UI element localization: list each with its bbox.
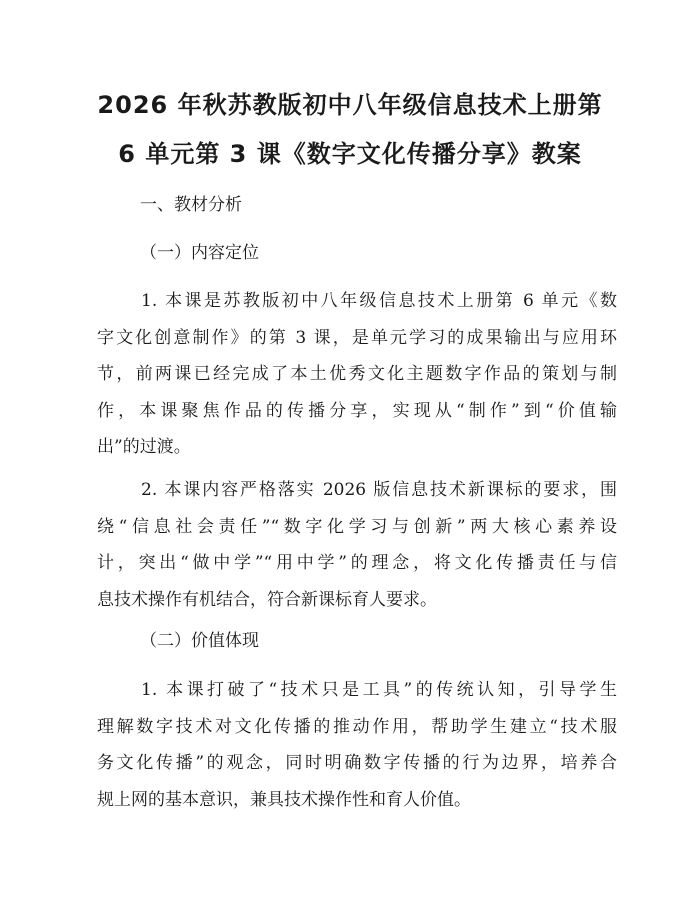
paragraph-line: 计，突出“做中学”“用中学”的理念，将文化传播责任与信 bbox=[97, 553, 617, 573]
paragraph-line: 字文化创意制作》的第 3 课，是单元学习的成果输出与应用环 bbox=[97, 327, 617, 348]
section-heading-textbook-analysis: 一、教材分析 bbox=[140, 195, 242, 215]
document-title-line-2: 6 单元第 3 课《数字文化传播分享》教案 bbox=[118, 140, 582, 168]
paragraph-line: 息技术操作有机结合，符合新课标育人要求。 bbox=[97, 589, 437, 610]
paragraph-value-1 bbox=[97, 672, 617, 818]
paragraph-line: 务文化传播”的观念，同时明确数字传播的行为边界，培养合 bbox=[97, 753, 617, 773]
paragraph-line: 出”的过渡。 bbox=[97, 437, 191, 457]
paragraph-line: 绕“信息社会责任”“数字化学习与创新”两大核心素养设 bbox=[97, 516, 617, 537]
paragraph-line: 节，前两课已经完成了本土优秀文化主题数字作品的策划与制 bbox=[97, 364, 617, 384]
paragraph-line: 1. 本课打破了“技术只是工具”的传统认知，引导学生 bbox=[141, 680, 617, 700]
paragraph-positioning-1 bbox=[97, 283, 617, 466]
paragraph-line: 2. 本课内容严格落实 2026 版信息技术新课标的要求，围 bbox=[141, 480, 617, 500]
paragraph-line: 1. 本课是苏教版初中八年级信息技术上册第 6 单元《数 bbox=[141, 291, 617, 311]
paragraph-line: 规上网的基本意识，兼具技术操作性和育人价值。 bbox=[97, 789, 471, 810]
document-title-line-1: 2026 年秋苏教版初中八年级信息技术上册第 bbox=[97, 91, 603, 119]
subsection-heading-value: （二）价值体现 bbox=[140, 631, 259, 651]
paragraph-positioning-2 bbox=[97, 472, 617, 618]
paragraph-line: 理解数字技术对文化传播的推动作用，帮助学生建立“技术服 bbox=[97, 716, 617, 737]
subsection-heading-content-positioning: （一）内容定位 bbox=[140, 243, 259, 263]
paragraph-line: 作，本课聚焦作品的传播分享，实现从“制作”到“价值输 bbox=[97, 400, 617, 421]
